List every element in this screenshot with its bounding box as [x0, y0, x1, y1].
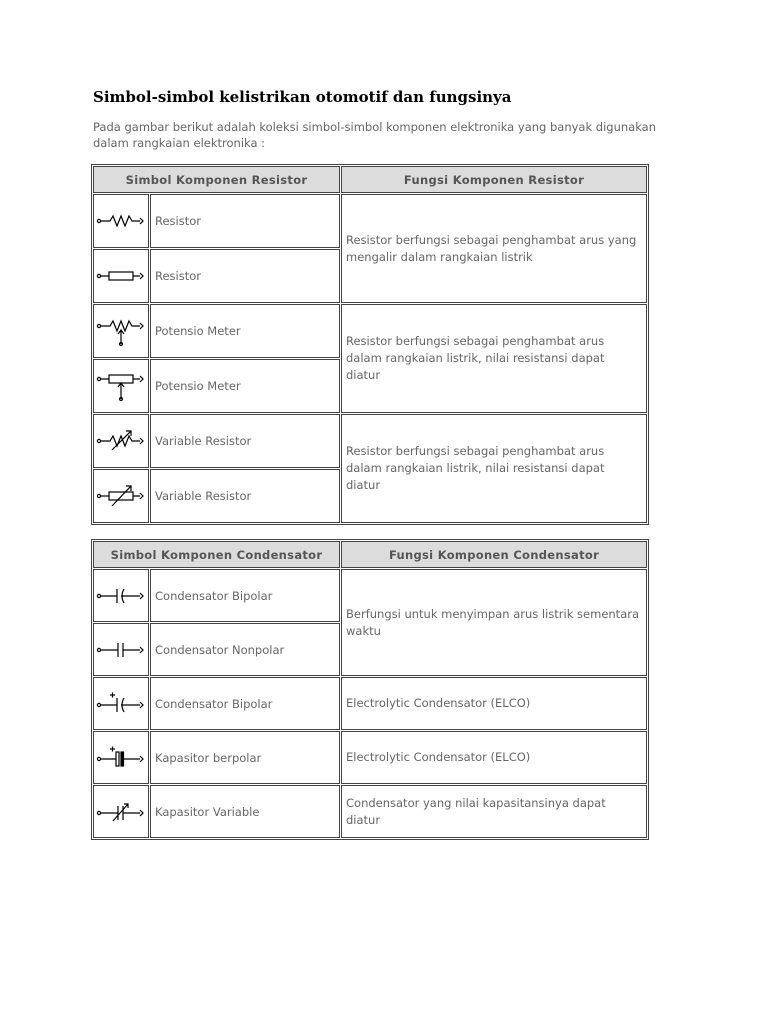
function-cell: Berfungsi untuk menyimpan arus listrik sementara waktu: [341, 569, 647, 676]
symbol-cell: [93, 569, 149, 622]
variable-resistor-box-icon: [96, 483, 146, 509]
symbol-cell: [93, 731, 149, 784]
table-row: [93, 785, 647, 838]
component-name: Condensator Nonpolar: [150, 623, 340, 676]
page-title: Simbol-simbol kelistrikan otomotif dan fungsinya: [93, 88, 512, 106]
component-name: Potensio Meter: [150, 359, 340, 413]
capacitor-variable-icon: [96, 799, 146, 825]
function-cell: Electrolytic Condensator (ELCO): [341, 677, 647, 730]
symbol-cell: [93, 469, 149, 523]
component-name: Variable Resistor: [150, 469, 340, 523]
intro-paragraph: Pada gambar berikut adalah koleksi simbol-simbol komponen elektronika yang banyak digunakan dalam rangkaian elektronika :: [93, 120, 657, 150]
resistor-symbol-header: Simbol Komponen Resistor: [93, 166, 340, 193]
symbol-cell: [93, 194, 149, 248]
resistor-function-header: Fungsi Komponen Resistor: [341, 166, 647, 193]
table-row: [93, 304, 647, 358]
component-name: Condensator Bipolar: [150, 569, 340, 622]
potentiometer-zigzag-icon: [96, 316, 146, 346]
table-row: [93, 414, 647, 468]
capacitor-electrolytic-icon: [96, 691, 146, 717]
resistor-zigzag-icon: [96, 209, 146, 233]
symbol-cell: [93, 677, 149, 730]
capacitor-bipolar-icon: [96, 584, 146, 608]
function-cell: Resistor berfungsi sebagai penghambat arus dalam rangkaian listrik, nilai resistansi dapat diatur: [341, 414, 647, 523]
condensator-function-header: Fungsi Komponen Condensator: [341, 541, 647, 568]
component-name: Resistor: [150, 249, 340, 303]
component-name: Kapasitor berpolar: [150, 731, 340, 784]
function-cell: Electrolytic Condensator (ELCO): [341, 731, 647, 784]
potentiometer-box-icon: [96, 371, 146, 401]
function-cell: Condensator yang nilai kapasitansinya dapat diatur: [341, 785, 647, 838]
component-name: Condensator Bipolar: [150, 677, 340, 730]
symbol-cell: [93, 785, 149, 838]
symbol-cell: [93, 623, 149, 676]
component-name: Variable Resistor: [150, 414, 340, 468]
symbol-cell: [93, 249, 149, 303]
component-name: Kapasitor Variable: [150, 785, 340, 838]
function-cell: Resistor berfungsi sebagai penghambat arus dalam rangkaian listrik, nilai resistansi dapat diatur: [341, 304, 647, 413]
capacitor-nonpolar-icon: [96, 638, 146, 662]
table-row: [93, 731, 647, 784]
condensator-table: [91, 539, 649, 840]
component-name: Potensio Meter: [150, 304, 340, 358]
capacitor-polarized-icon: [96, 745, 146, 771]
resistor-table: [91, 164, 649, 525]
symbol-cell: [93, 304, 149, 358]
condensator-symbol-header: Simbol Komponen Condensator: [93, 541, 340, 568]
table-row: [93, 569, 647, 622]
table-row: [93, 677, 647, 730]
variable-resistor-zigzag-icon: [96, 428, 146, 454]
table-row: [93, 194, 647, 248]
component-name: Resistor: [150, 194, 340, 248]
symbol-cell: [93, 359, 149, 413]
function-cell: Resistor berfungsi sebagai penghambat arus yang mengalir dalam rangkaian listrik: [341, 194, 647, 303]
symbol-cell: [93, 414, 149, 468]
resistor-box-icon: [96, 264, 146, 288]
